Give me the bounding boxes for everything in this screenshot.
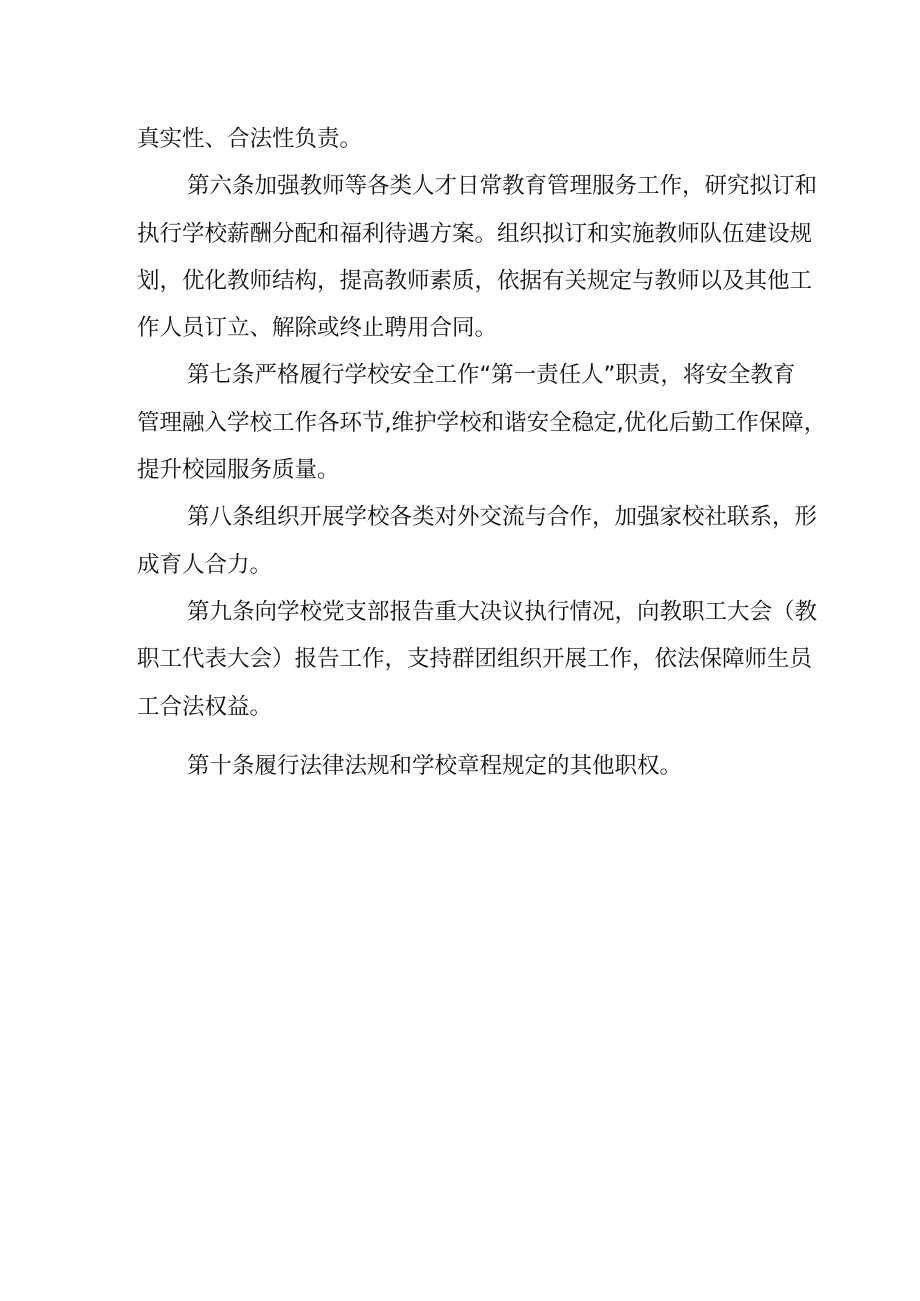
text-line: 执行学校薪酬分配和福利待遇方案。组织拟订和实施教师队伍建设规 [137, 220, 813, 247]
text-line: 职工代表大会）报告工作，支持群团组织开展工作，依法保障师生员 [137, 646, 813, 673]
article-7 [137, 352, 827, 494]
text-line: 提升校园服务质量。 [137, 457, 340, 484]
text-line: 第十条履行法律法规和学校章程规定的其他职权。 [187, 752, 683, 779]
paragraph-spacer [137, 731, 793, 743]
article-10 [137, 743, 793, 790]
text-line: 真实性、合法性负责。 [137, 126, 363, 152]
paragraph-continuation [137, 116, 793, 163]
text-line: 成育人合力。 [137, 551, 273, 578]
article-9 [137, 589, 818, 731]
text-line: 第六条加强教师等各类人才日常教育管理服务工作，研究拟订和 [187, 173, 818, 200]
article-6 [137, 163, 818, 352]
text-line: 管理融入学校工作各环节,维护学校和谐安全稳定,优化后勤工作保障， [137, 409, 827, 436]
article-8 [137, 494, 818, 589]
document-body [137, 116, 827, 790]
text-line: 第八条组织开展学校各类对外交流与合作，加强家校社联系，形 [187, 504, 818, 531]
text-line: 第九条向学校党支部报告重大决议执行情况，向教职工大会（教 [187, 598, 818, 625]
text-line: 第七条严格履行学校安全工作“第一责任人”职责，将安全教育 [187, 362, 796, 389]
text-line: 作人员订立、解除或终止聘用合同。 [137, 315, 498, 342]
text-line: 划，优化教师结构，提高教师素质，依据有关规定与教师以及其他工 [137, 267, 813, 294]
text-line: 工合法权益。 [137, 693, 273, 720]
